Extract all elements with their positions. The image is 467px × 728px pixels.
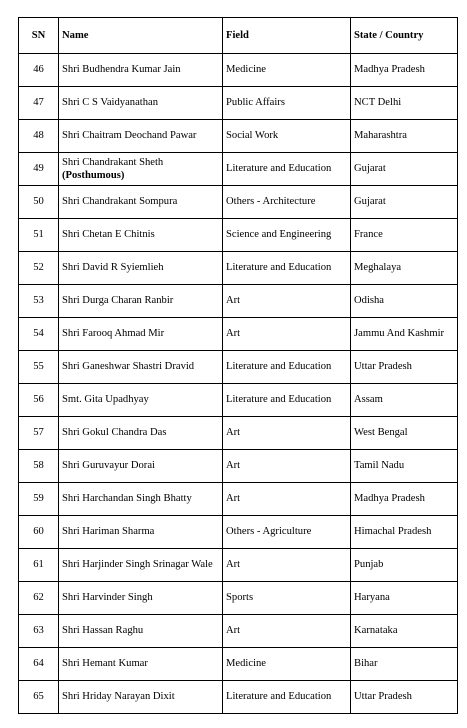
cell-sn: 51 xyxy=(19,219,59,252)
table-row xyxy=(19,120,458,153)
cell-sn: 56 xyxy=(19,384,59,417)
cell-state: Bihar xyxy=(351,648,458,681)
cell-name xyxy=(59,549,223,582)
cell-name xyxy=(59,582,223,615)
table-row xyxy=(19,582,458,615)
awardee-name: Smt. Gita Upadhyay xyxy=(62,394,149,406)
awardee-name: Shri Chaitram Deochand Pawar xyxy=(62,130,197,142)
awardee-name: Shri Harvinder Singh xyxy=(62,592,153,604)
table-row xyxy=(19,54,458,87)
cell-state: Odisha xyxy=(351,285,458,318)
cell-state: Uttar Pradesh xyxy=(351,681,458,714)
cell-state: Maharashtra xyxy=(351,120,458,153)
cell-field: Public Affairs xyxy=(223,87,351,120)
cell-field: Literature and Education xyxy=(223,351,351,384)
cell-field: Science and Engineering xyxy=(223,219,351,252)
table-row xyxy=(19,186,458,219)
cell-state: Gujarat xyxy=(351,186,458,219)
cell-field: Medicine xyxy=(223,54,351,87)
cell-sn: 63 xyxy=(19,615,59,648)
cell-state: Uttar Pradesh xyxy=(351,351,458,384)
cell-name xyxy=(59,351,223,384)
cell-name xyxy=(59,54,223,87)
cell-field: Art xyxy=(223,450,351,483)
table-row xyxy=(19,516,458,549)
awardee-name: Shri C S Vaidyanathan xyxy=(62,97,159,109)
cell-name xyxy=(59,648,223,681)
cell-state: France xyxy=(351,219,458,252)
cell-name xyxy=(59,417,223,450)
awardees-table xyxy=(18,17,458,714)
cell-sn: 57 xyxy=(19,417,59,450)
cell-field: Art xyxy=(223,615,351,648)
cell-state: Haryana xyxy=(351,582,458,615)
cell-sn: 49 xyxy=(19,153,59,186)
cell-state: Gujarat xyxy=(351,153,458,186)
table-row xyxy=(19,417,458,450)
table-row xyxy=(19,87,458,120)
awardee-name: Shri Hemant Kumar xyxy=(62,658,148,670)
cell-name xyxy=(59,252,223,285)
cell-name xyxy=(59,516,223,549)
table-row xyxy=(19,615,458,648)
cell-field: Medicine xyxy=(223,648,351,681)
cell-sn: 55 xyxy=(19,351,59,384)
table-row xyxy=(19,318,458,351)
cell-state: Himachal Pradesh xyxy=(351,516,458,549)
cell-state: Madhya Pradesh xyxy=(351,483,458,516)
cell-sn: 65 xyxy=(19,681,59,714)
cell-sn: 46 xyxy=(19,54,59,87)
header-name: Name xyxy=(59,18,223,54)
cell-sn: 62 xyxy=(19,582,59,615)
cell-name xyxy=(59,285,223,318)
table-row xyxy=(19,384,458,417)
cell-sn: 50 xyxy=(19,186,59,219)
cell-state: Karnataka xyxy=(351,615,458,648)
cell-field: Art xyxy=(223,417,351,450)
cell-sn: 61 xyxy=(19,549,59,582)
cell-state: Tamil Nadu xyxy=(351,450,458,483)
cell-field: Sports xyxy=(223,582,351,615)
cell-name xyxy=(59,450,223,483)
table-row xyxy=(19,549,458,582)
cell-field: Social Work xyxy=(223,120,351,153)
cell-state: Punjab xyxy=(351,549,458,582)
awardee-name: Shri Ganeshwar Shastri Dravid xyxy=(62,361,195,373)
awardee-name: Shri Farooq Ahmad Mir xyxy=(62,328,165,340)
awardee-name: Shri Harjinder Singh Srinagar Wale xyxy=(62,559,213,571)
cell-name xyxy=(59,87,223,120)
cell-name xyxy=(59,615,223,648)
cell-name xyxy=(59,153,223,186)
cell-sn: 59 xyxy=(19,483,59,516)
cell-name xyxy=(59,318,223,351)
table-row xyxy=(19,450,458,483)
cell-name xyxy=(59,186,223,219)
cell-sn: 53 xyxy=(19,285,59,318)
awardee-name: Shri Budhendra Kumar Jain xyxy=(62,64,181,76)
table-header xyxy=(19,18,458,54)
cell-field: Literature and Education xyxy=(223,384,351,417)
awardee-name: Shri Chetan E Chitnis xyxy=(62,229,155,241)
header-sn: SN xyxy=(19,18,59,54)
cell-state: West Bengal xyxy=(351,417,458,450)
cell-name xyxy=(59,219,223,252)
table-row xyxy=(19,483,458,516)
awardee-name: Shri Chandrakant Sheth xyxy=(62,156,164,168)
awardee-name: Shri Harchandan Singh Bhatty xyxy=(62,493,192,505)
cell-field: Art xyxy=(223,318,351,351)
header-state: State / Country xyxy=(351,18,458,54)
table-body xyxy=(19,54,458,714)
cell-field: Art xyxy=(223,483,351,516)
table-row xyxy=(19,153,458,186)
cell-field: Literature and Education xyxy=(223,681,351,714)
header-field: Field xyxy=(223,18,351,54)
table-row xyxy=(19,219,458,252)
posthumous-note: (Posthumous) xyxy=(62,170,125,181)
cell-sn: 58 xyxy=(19,450,59,483)
cell-state: Madhya Pradesh xyxy=(351,54,458,87)
cell-field: Art xyxy=(223,285,351,318)
table-row xyxy=(19,648,458,681)
table-row xyxy=(19,351,458,384)
awardee-name: Shri Guruvayur Dorai xyxy=(62,460,155,472)
awardee-name: Shri Hassan Raghu xyxy=(62,625,144,637)
cell-state: Meghalaya xyxy=(351,252,458,285)
cell-state: NCT Delhi xyxy=(351,87,458,120)
awardee-name: Shri Gokul Chandra Das xyxy=(62,427,167,439)
table-row xyxy=(19,681,458,714)
cell-sn: 47 xyxy=(19,87,59,120)
cell-name xyxy=(59,483,223,516)
cell-field: Literature and Education xyxy=(223,252,351,285)
cell-sn: 60 xyxy=(19,516,59,549)
awardee-name: Shri Durga Charan Ranbir xyxy=(62,295,174,307)
awardee-name: Shri Chandrakant Sompura xyxy=(62,196,178,208)
table-row xyxy=(19,285,458,318)
cell-sn: 52 xyxy=(19,252,59,285)
cell-name xyxy=(59,384,223,417)
cell-sn: 48 xyxy=(19,120,59,153)
table-row xyxy=(19,252,458,285)
cell-sn: 54 xyxy=(19,318,59,351)
awardee-name: Shri Hriday Narayan Dixit xyxy=(62,691,175,703)
cell-field: Art xyxy=(223,549,351,582)
cell-field: Literature and Education xyxy=(223,153,351,186)
awardee-name: Shri Hariman Sharma xyxy=(62,526,155,538)
cell-field: Others - Agriculture xyxy=(223,516,351,549)
cell-sn: 64 xyxy=(19,648,59,681)
cell-field: Others - Architecture xyxy=(223,186,351,219)
header-row xyxy=(19,18,458,54)
cell-name xyxy=(59,120,223,153)
awardee-name: Shri David R Syiemlieh xyxy=(62,262,164,274)
cell-name xyxy=(59,681,223,714)
cell-state: Jammu And Kashmir xyxy=(351,318,458,351)
cell-state: Assam xyxy=(351,384,458,417)
